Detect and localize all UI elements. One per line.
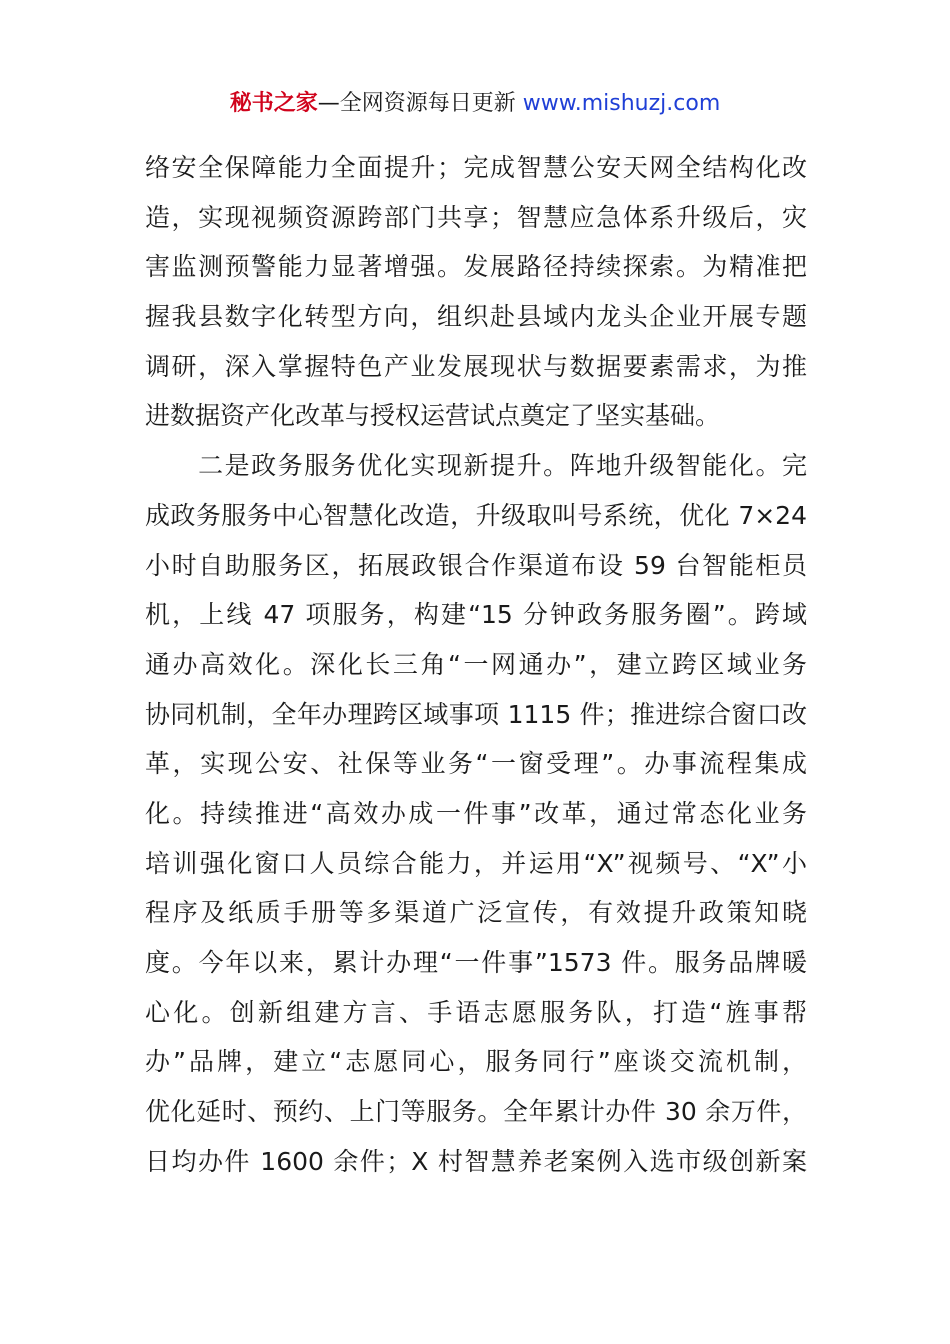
text-line: 化。持续推进“高效办成一件事”改革，通过常态化业务 (145, 798, 807, 828)
text-line: 握我县数字化转型方向，组织赴县域内龙头企业开展专题 (145, 302, 807, 332)
text-line: 优化延时、预约、上门等服务。全年累计办件 30 余万件， (145, 1097, 807, 1127)
text-line: 协同机制，全年办理跨区域事项 1115 件；推进综合窗口改 (145, 699, 807, 729)
text-line: 日均办件 1600 余件；X 村智慧养老案例入选市级创新案 (145, 1146, 807, 1176)
text-line: 办”品牌，建立“志愿同心，服务同行”座谈交流机制， (145, 1047, 807, 1077)
text-line: 小时自助服务区，拓展政银合作渠道布设 59 台智能柜员 (145, 550, 807, 580)
text-line: 调研，深入掌握特色产业发展现状与数据要素需求，为推 (145, 351, 807, 381)
text-line: 害监测预警能力显著增强。发展路径持续探索。为精准把 (145, 252, 807, 282)
text-line: 程序及纸质手册等多渠道广泛宣传，有效提升政策知晓 (145, 898, 807, 928)
document-body (145, 143, 807, 1186)
document-header (0, 88, 950, 120)
brand-name: 秘书之家 (229, 91, 318, 116)
text-line: 机，上线 47 项服务，构建“15 分钟政务服务圈”。跨域 (145, 600, 807, 630)
text-line: 进数据资产化改革与授权运营试点奠定了坚实基础。 (145, 401, 721, 431)
text-line: 培训强化窗口人员综合能力，并运用“X”视频号、“X”小 (145, 848, 807, 878)
text-line: 造，实现视频资源跨部门共享；智慧应急体系升级后，灾 (145, 202, 807, 232)
text-line: 革，实现公安、社保等业务“一窗受理”。办事流程集成 (145, 749, 807, 779)
header-tagline: —全网资源每日更新 (317, 91, 523, 116)
text-line: 度。今年以来，累计办理“一件事”1573 件。服务品牌暖 (145, 948, 807, 977)
paragraph-start-line: 二是政务服务优化实现新提升。阵地升级智能化。完 (145, 451, 807, 481)
site-link[interactable]: www.mishuzj.com (522, 91, 721, 116)
text-line: 通办高效化。深化长三角“一网通办”，建立跨区域业务 (145, 649, 807, 679)
text-line: 心化。创新组建方言、手语志愿服务队，打造“旌事帮 (145, 997, 807, 1027)
text-line: 络安全保障能力全面提升；完成智慧公安天网全结构化改 (145, 153, 807, 182)
text-line: 成政务服务中心智慧化改造，升级取叫号系统，优化 7×24 (145, 500, 807, 530)
